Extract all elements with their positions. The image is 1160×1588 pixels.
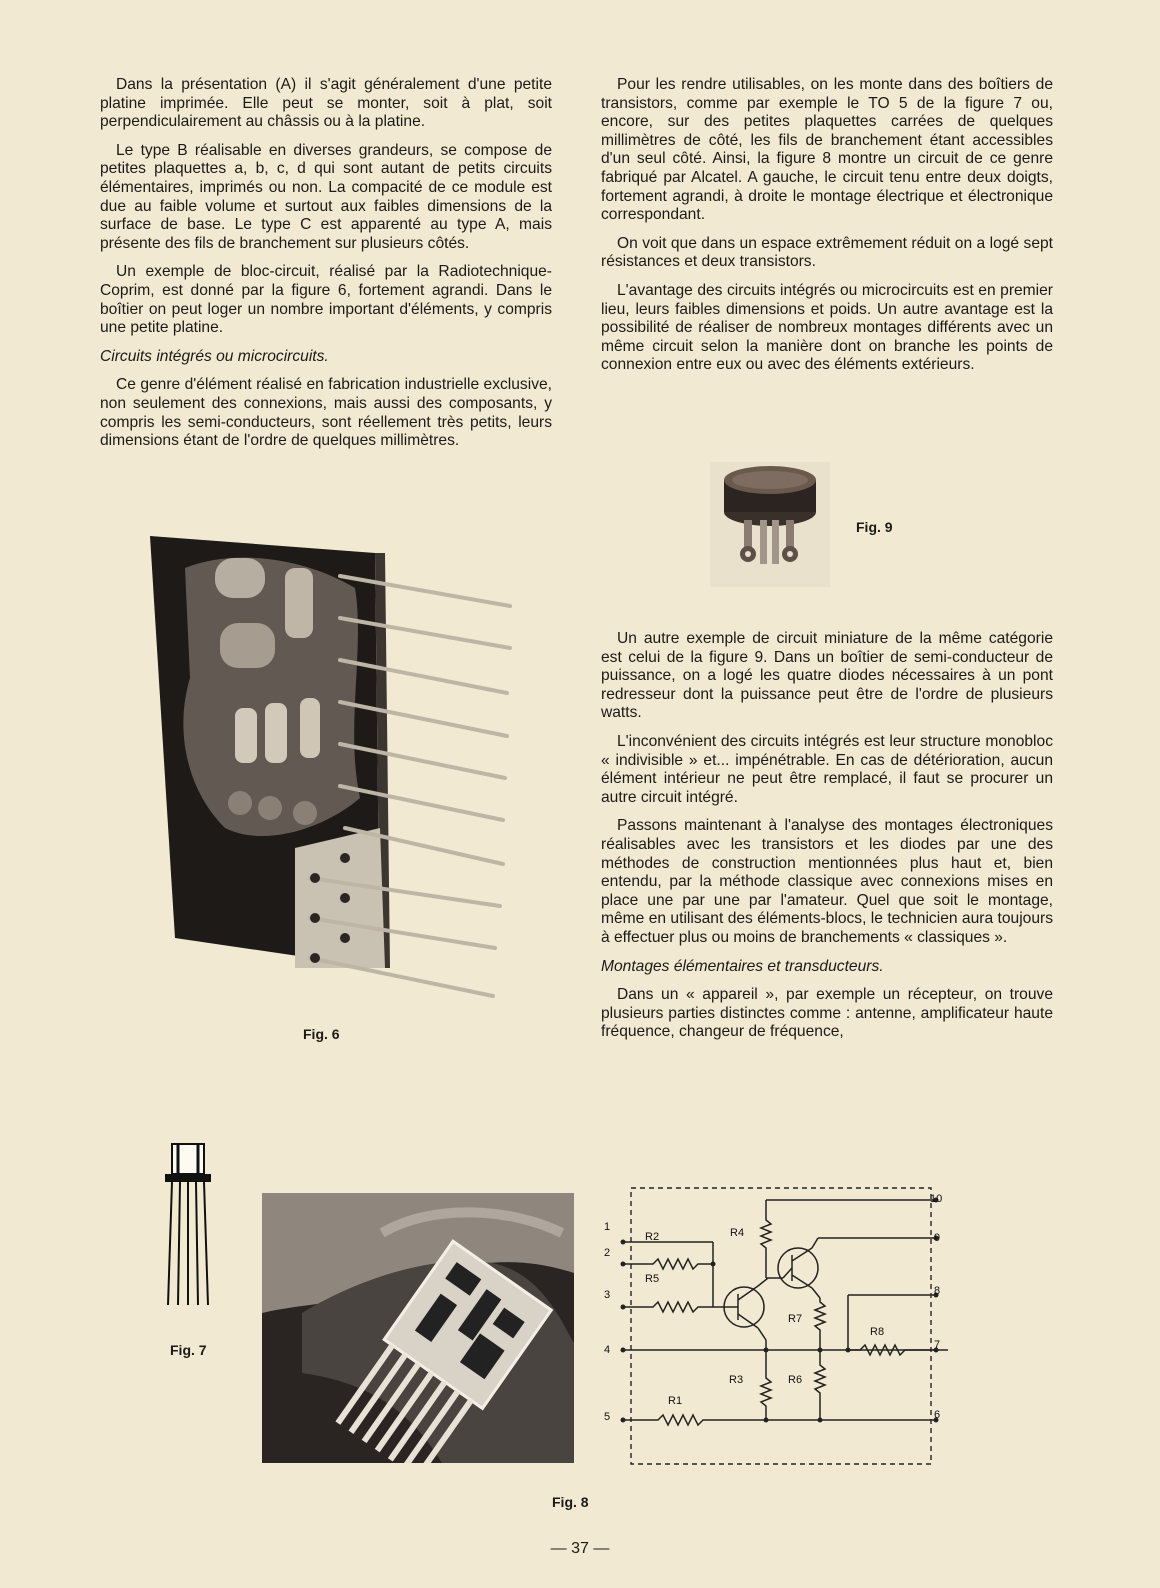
figure-7-to5-package-drawing [160, 1140, 220, 1320]
right-column-top [601, 76, 1053, 385]
left-column [100, 76, 552, 461]
paragraph: Le type B réalisable en diverses grandeurs, se compose de petites plaquettes a, b, c, d qui sont autant de petits circuits élémentaires, imprimés ou non. La compacité de ce module est due au faible volume et surtout aux faibles dimensions de la surface de base. Le type C est apparenté au type A, mais présente des fils de branchement sur plusieurs côtés. [100, 141, 552, 252]
figure-9-caption: Fig. 9 [856, 519, 893, 535]
schematic-pin-label: 7 [934, 1339, 941, 1351]
schematic-pin-label: 1 [604, 1221, 611, 1233]
schematic-pin-label: 6 [934, 1409, 941, 1421]
paragraph: Ce genre d'élément réalisé en fabrication industrielle exclusive, non seulement des connexions, mais aussi des composants, y compris les semi-conducteurs, sont réellement très petits, leurs dimensions étant de l'ordre de quelques millimètres. [100, 376, 552, 450]
schematic-resistor-label: R7 [788, 1313, 803, 1325]
schematic-pin-label: 10 [930, 1193, 943, 1205]
figure-7-caption: Fig. 7 [170, 1342, 207, 1358]
figure-6-block-circuit-photo [145, 528, 515, 1008]
schematic-pin-label: 8 [934, 1285, 941, 1297]
paragraph: Un exemple de bloc-circuit, réalisé par la Radiotechnique-Coprim, est donné par la figure 6, fortement agrandi. Dans le boîtier on peut loger un nombre important d'éléments, y compris une petite platine. [100, 263, 552, 337]
paragraph: Passons maintenant à l'analyse des montages électroniques réalisables avec les transistors et les diodes par une des méthodes de construction mentionnées plus haut et, bien entendu, par la méthode classique avec connexions mises en place une par une par l'amateur. Quel que soit le montage, même en utilisant des éléments-blocs, le technicien aura toujours à effectuer plus ou moins de branchements « classiques ». [601, 817, 1053, 946]
page-number: — 37 — [550, 1540, 610, 1557]
section-subheading: Montages élémentaires et transducteurs. [601, 957, 884, 975]
figure-8-schematic [598, 1180, 968, 1470]
schematic-resistor-label: R4 [730, 1227, 745, 1239]
paragraph: On voit que dans un espace extrêmement réduit on a logé sept résistances et deux transistors. [601, 234, 1053, 271]
schematic-resistor-label: R5 [645, 1273, 660, 1285]
figure-6-caption: Fig. 6 [303, 1026, 340, 1042]
schematic-pin-label: 9 [934, 1232, 941, 1244]
schematic-pin-label: 5 [604, 1411, 611, 1423]
schematic-resistor-label: R3 [729, 1374, 744, 1386]
paragraph: Pour les rendre utilisables, on les monte dans des boîtiers de transistors, comme par exemple le TO 5 de la figure 7 ou, encore, sur des petites plaquettes carrées de quelques millimètres de côté, les fils de branchement étant accessibles d'un seul côté. Ainsi, la figure 8 montre un circuit de ce genre fabriqué par Alcatel. A gauche, le circuit tenu entre deux doigts, fortement agrandi, à droite le montage électrique et électronique correspondant. [601, 76, 1053, 224]
right-column-bottom [601, 630, 1053, 1052]
schematic-pin-label: 3 [604, 1289, 611, 1301]
paragraph: L'inconvénient des circuits intégrés est leur structure monobloc « indivisible » et... impénétrable. En cas de détérioration, aucun élément intérieur ne peut être remplacé, il faut se procurer un autre circuit intégré. [601, 732, 1053, 806]
paragraph: L'avantage des circuits intégrés ou microcircuits est en premier lieu, leurs faibles dimensions et poids. Un autre avantage est la possibilité de réaliser de nombreux montages différents avec un même circuit selon la manière dont on branche les points de connexion entre eux ou avec des éléments extérieurs. [601, 281, 1053, 374]
figure-8-caption: Fig. 8 [552, 1494, 589, 1510]
schematic-resistor-label: R1 [668, 1395, 683, 1407]
paragraph: Dans un « appareil », par exemple un récepteur, on trouve plusieurs parties distinctes comme : antenne, amplificateur haute fréquence, changeur de fréquence, [601, 986, 1053, 1041]
section-subheading: Circuits intégrés ou microcircuits. [100, 347, 329, 365]
figure-9-power-package-photo [710, 462, 830, 587]
paragraph: Dans la présentation (A) il s'agit généralement d'une petite platine imprimée. Elle peut se monter, soit à plat, soit perpendiculairement au châssis ou à la platine. [100, 76, 552, 131]
schematic-resistor-label: R2 [645, 1231, 660, 1243]
paragraph: Un autre exemple de circuit miniature de la même catégorie est celui de la figure 9. Dans un boîtier de semi-conducteur de puissance, on a logé les quatre diodes nécessaires à un pont redresseur dont la puissance peut être de l'ordre de plusieurs watts. [601, 630, 1053, 722]
figure-8-circuit-photo [262, 1193, 574, 1463]
schematic-resistor-label: R8 [870, 1326, 885, 1338]
schematic-pin-label: 4 [604, 1344, 611, 1356]
schematic-resistor-label: R6 [788, 1374, 803, 1386]
schematic-pin-label: 2 [604, 1247, 611, 1259]
